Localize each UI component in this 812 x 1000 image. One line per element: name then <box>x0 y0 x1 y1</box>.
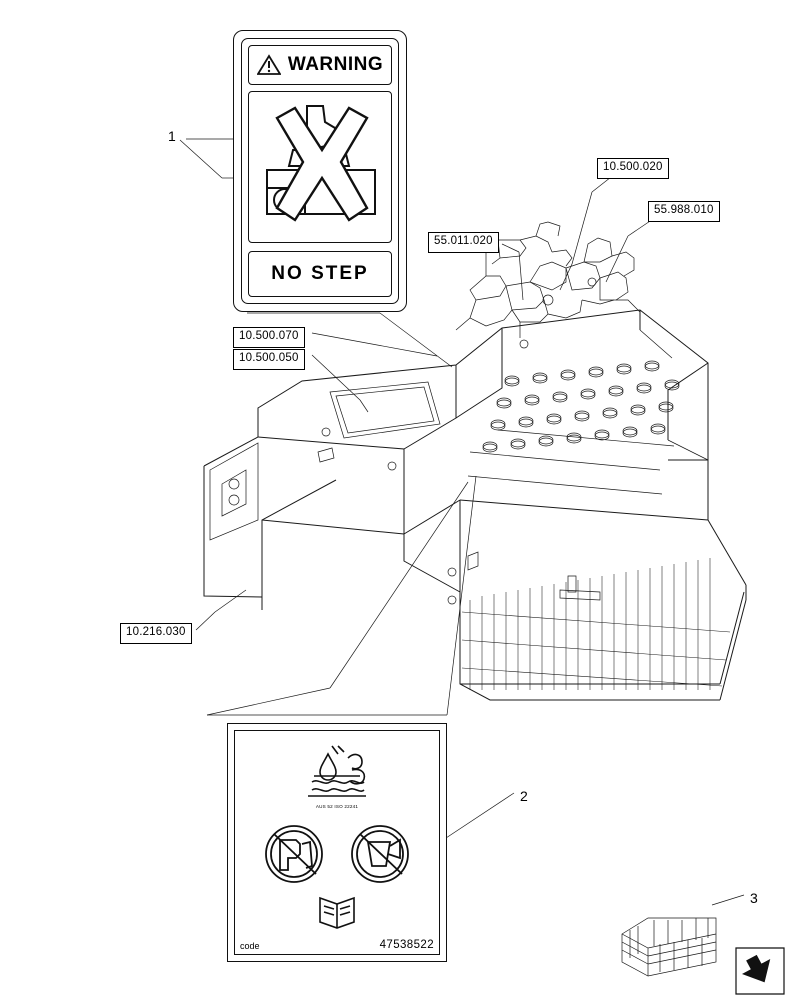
screen-mesh <box>462 558 730 690</box>
decal-code-row <box>240 939 434 951</box>
crate-group <box>608 890 788 1000</box>
flammable-fluid-warning-icon <box>308 746 366 796</box>
item-number-2: 2 <box>520 788 528 804</box>
no-step-pictogram <box>248 91 392 243</box>
warning-header-label: WARNING <box>287 54 384 75</box>
warning-header <box>248 45 392 85</box>
callout-10-500-070[interactable]: 10.500.070 <box>233 327 305 348</box>
decal2-pictograms <box>228 732 446 932</box>
warning-decal <box>233 30 407 312</box>
callout-55-011-020[interactable]: 55.011.020 <box>428 232 499 253</box>
code-label: code <box>240 941 260 951</box>
unpack-arrow-icon <box>736 948 784 994</box>
no-drinking-water-icon <box>352 826 408 882</box>
callout-55-988-010[interactable]: 55.988.010 <box>648 201 720 222</box>
fluid-warning-decal <box>227 723 447 962</box>
triangle-exclamation-icon <box>257 54 281 76</box>
no-diesel-fuel-icon <box>266 826 322 882</box>
grille-panel <box>468 430 674 494</box>
no-step-on-surface-icon <box>249 92 392 242</box>
no-step-footer <box>248 251 392 297</box>
perforation-holes <box>483 361 679 452</box>
top-access-panel <box>330 382 440 438</box>
hardware-details <box>318 428 600 604</box>
iso-standard-label: AUS 52 ISO 22241 <box>315 804 359 809</box>
item-number-3: 3 <box>750 890 758 906</box>
callout-10-500-050[interactable]: 10.500.050 <box>233 349 305 370</box>
callout-10-216-030[interactable]: 10.216.030 <box>120 623 192 644</box>
rear-contour <box>640 330 708 460</box>
callout-10-500-020[interactable]: 10.500.020 <box>597 158 669 179</box>
left-access-panel <box>210 443 258 540</box>
no-step-label: NO STEP <box>271 263 369 284</box>
shipping-crate-icon <box>622 918 716 976</box>
item-number-1: 1 <box>168 128 176 144</box>
code-value: 47538522 <box>379 939 434 951</box>
read-operators-manual-icon <box>320 898 354 928</box>
